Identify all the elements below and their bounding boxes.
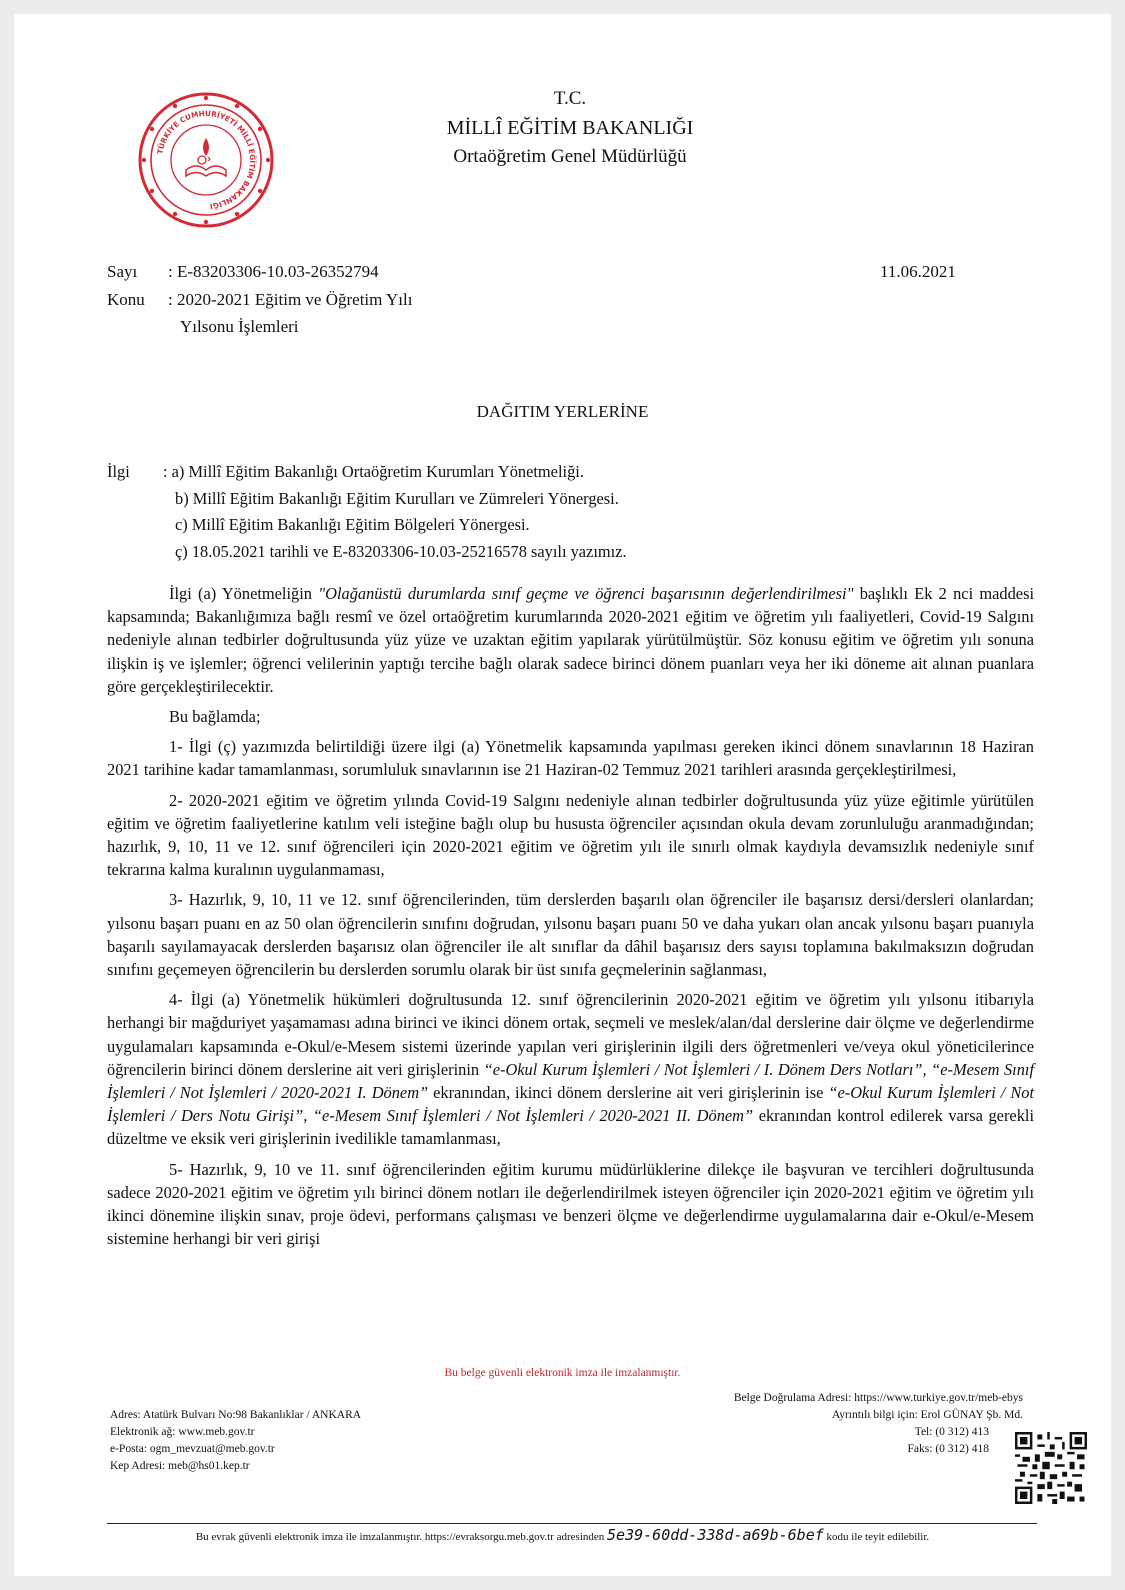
paragraph-intro: İlgi (a) Yönetmeliğin "Olağanüstü durumlarda sınıf geçme ve öğrenci başarısının değerlendirilmesi" başlıklı Ek 2 nci maddesi kapsamında; Bakanlığımıza bağlı resmî ve özel ortaöğretim kurumlarında 2020-2021 eğitim ve öğretim yılı faaliyetleri, Covid-19 Salgını nedeniyle alınan tedbirler doğrultusunda yüz yüze ve uzaktan eğitim yapılarak yürütülmüştür. Söz konusu eğitim ve öğretim yılı sonuna ilişkin iş ve işlemler; öğrenci velilerinin yaptığı tercihe bağlı olarak sadece birinci dönem puanları veya her iki döneme ait alınan puanlara göre gerçekleştirilecektir. xyxy=(107,584,1035,696)
paragraph-item-2: 2- 2020-2021 eğitim ve öğretim yılında Covid-19 Salgını nedeniyle alınan tedbirler doğrultusunda yüz yüze eğitimle yürütülen eğitim ve öğretim faaliyetlerine katılım veli isteğine bağlı olup bu hususta öğrenciler açısından okula devam zorunluluğu aranmadığından; hazırlık, 9, 10, 11 ve 12. sınıf öğrencileri için 2020-2021 eğitim ve öğretim yılı ile sınırlı olmak kaydıyla devamsızlık nedeniyle sınıf tekrarına kalma kuralının uygulanmaması, xyxy=(107,790,1034,880)
header-ministry: MİLLÎ EĞİTİM BAKANLIĞI xyxy=(446,117,694,139)
konu-value-line2: Yılsonu İşlemleri xyxy=(180,317,299,336)
ilgi-item: c) Millî Eğitim Bakanlığı Eğitim Bölgeleri Yönergesi. xyxy=(175,515,530,534)
ilgi-item: : a) Millî Eğitim Bakanlığı Ortaöğretim Kurumları Yönetmeliği. xyxy=(163,462,584,481)
konu-label: Konu xyxy=(107,290,145,309)
ministry-seal-logo xyxy=(136,90,276,230)
verification-address: Belge Doğrulama Adresi: https://www.turkiye.gov.tr/meb-ebys xyxy=(733,1392,1023,1404)
paragraph-item-4: 4- İlgi (a) Yönetmelik hükümleri doğrultusunda 12. sınıf öğrencilerinin 2020-2021 eğitim ve öğretim yılı yılsonu itibarıyla herhangi bir mağduriyet yaşamaması adına birinci ve ikinci dönem ortak, seçmeli ve meslek/alan/dal derslerine dair ölçme ve değerlendirme uygulamaları kapsamında e-Okul/e-Mesem sistemi üzerinde yapılan veri girişlerinin ilgili ders öğretmenleri ve/veya okul yöneticilerince öğrencilerin birinci dönem derslerine ait veri girişlerinin “e-Okul Kurum İşlemleri / Not İşlemleri / I. Dönem Ders Notları”, “e-Mesem Sınıf İşlemleri / Not İşlemleri / 2020-2021 I. Dönem” ekranından, ikinci dönem derslerine ait veri girişlerinin ise “e-Okul Kurum İşlemleri / Not İşlemleri / Ders Notu Girişi”, “e-Mesem Sınıf İşlemleri / Not İşlemleri / 2020-2021 II. Dönem” ekranından kontrol edilerek varsa gerekli düzeltme ve eksik veri girişlerinin ivedilikle tamamlanması, xyxy=(107,990,1035,1149)
footer-fax: Faks: (0 312) 418 xyxy=(907,1443,989,1455)
recipient-heading: DAĞITIM YERLERİNE xyxy=(476,402,649,421)
paragraph-item-3: 3- Hazırlık, 9, 10, 11 ve 12. sınıf öğrencilerinden, tüm derslerden başarılı olan öğrenciler ile başarısız dersi/dersleri olanlardan; yılsonu başarı puanı en az 50 olan öğrencilerin sınıfını doğrudan, yılsonu başarı puanı 50 ve daha yukarı olan ancak yılsonu başarı puanıyla başarılı sayılamayacak derslerden başarısız olan öğrenciler ile alt sınıflar da dâhil başarısız ders sayısı toplamına bakılmaksızın doğrudan sınıfını geçemeyen öğrencilerin bu derslerden sorumlu olarak bir üst sınıfa geçmelerinin sağlanması, xyxy=(107,890,1034,980)
sayi-value: : E-83203306-10.03-26352794 xyxy=(168,262,379,281)
ilgi-label: İlgi xyxy=(107,462,130,481)
qr-code xyxy=(1015,1432,1087,1504)
footer-kep: Kep Adresi: meb@hs01.kep.tr xyxy=(110,1460,250,1472)
footer-divider xyxy=(107,1523,1037,1524)
document-date: 11.06.2021 xyxy=(880,262,956,281)
footer-web: Elektronik ağ: www.meb.gov.tr xyxy=(110,1426,255,1438)
sayi-label: Sayı xyxy=(107,262,138,281)
ilgi-item: b) Millî Eğitim Bakanlığı Eğitim Kurulları ve Zümreleri Yönergesi. xyxy=(175,488,619,508)
letter-body xyxy=(107,582,1034,1257)
verification-code: 5e39-60dd-338d-a69b-6bef xyxy=(607,1526,824,1544)
header-directorate: Ortaöğretim Genel Müdürlüğü xyxy=(453,146,687,167)
verification-line: Bu evrak güvenli elektronik imza ile imzalanmıştır. https://evraksorgu.meb.gov.tr adresinden 5e39-60dd-338d-a69b-6bef kodu ile teyit edilebilir. xyxy=(195,1526,930,1544)
footer-contact-person: Ayrıntılı bilgi için: Erol GÜNAY Şb. Md. xyxy=(831,1409,1023,1421)
ilgi-item: ç) 18.05.2021 tarihli ve E-83203306-10.03-25216578 sayılı yazımız. xyxy=(175,541,627,561)
footer-tel: Tel: (0 312) 413 xyxy=(914,1426,989,1438)
svg-text:TÜRKİYE CUMHURİYETİ MİLLÎ EĞİT: TÜRKİYE CUMHURİYETİ MİLLÎ EĞİTİM BAKANLIĞI xyxy=(155,108,258,211)
paragraph-item-5: 5- Hazırlık, 9, 10 ve 11. sınıf öğrencilerinden eğitim kurumu müdürlüklerine dilekçe ile başvuran ve tercihleri doğrultusunda sadece 2020-2021 eğitim ve öğretim yılı birinci dönem notları ile değerlendirilmek isteyen öğrenciler için 2020-2021 eğitim ve öğretim yılı ikinci dönemine ilişkin sınav, proje ödevi, performans çalışması ve benzeri ölçme ve değerlendirme uygulamalarına dair e-Okul/e-Mesem sistemine herhangi bir veri girişi xyxy=(107,1159,1034,1249)
footer-address: Adres: Atatürk Bulvarı No:98 Bakanlıklar / ANKARA xyxy=(110,1409,362,1421)
paragraph-bu-baglamda: Bu bağlamda; xyxy=(169,707,261,727)
header-tc: T.C. xyxy=(553,88,587,109)
konu-value-line1: : 2020-2021 Eğitim ve Öğretim Yılı xyxy=(168,290,413,309)
e-signature-note: Bu belge güvenli elektronik imza ile imzalanmıştır. xyxy=(444,1367,681,1379)
footer-email: e-Posta: ogm_mevzuat@meb.gov.tr xyxy=(110,1443,275,1455)
paragraph-item-1: 1- İlgi (ç) yazımızda belirtildiği üzere ilgi (a) Yönetmelik kapsamında yapılması gereken ikinci dönem sınavlarının 18 Haziran 2021 tarihine kadar tamamlanması, sorumluluk sınavlarının ise 21 Haziran-02 Temmuz 2021 tarihleri arasında gerçekleştirilmesi, xyxy=(107,737,1034,780)
